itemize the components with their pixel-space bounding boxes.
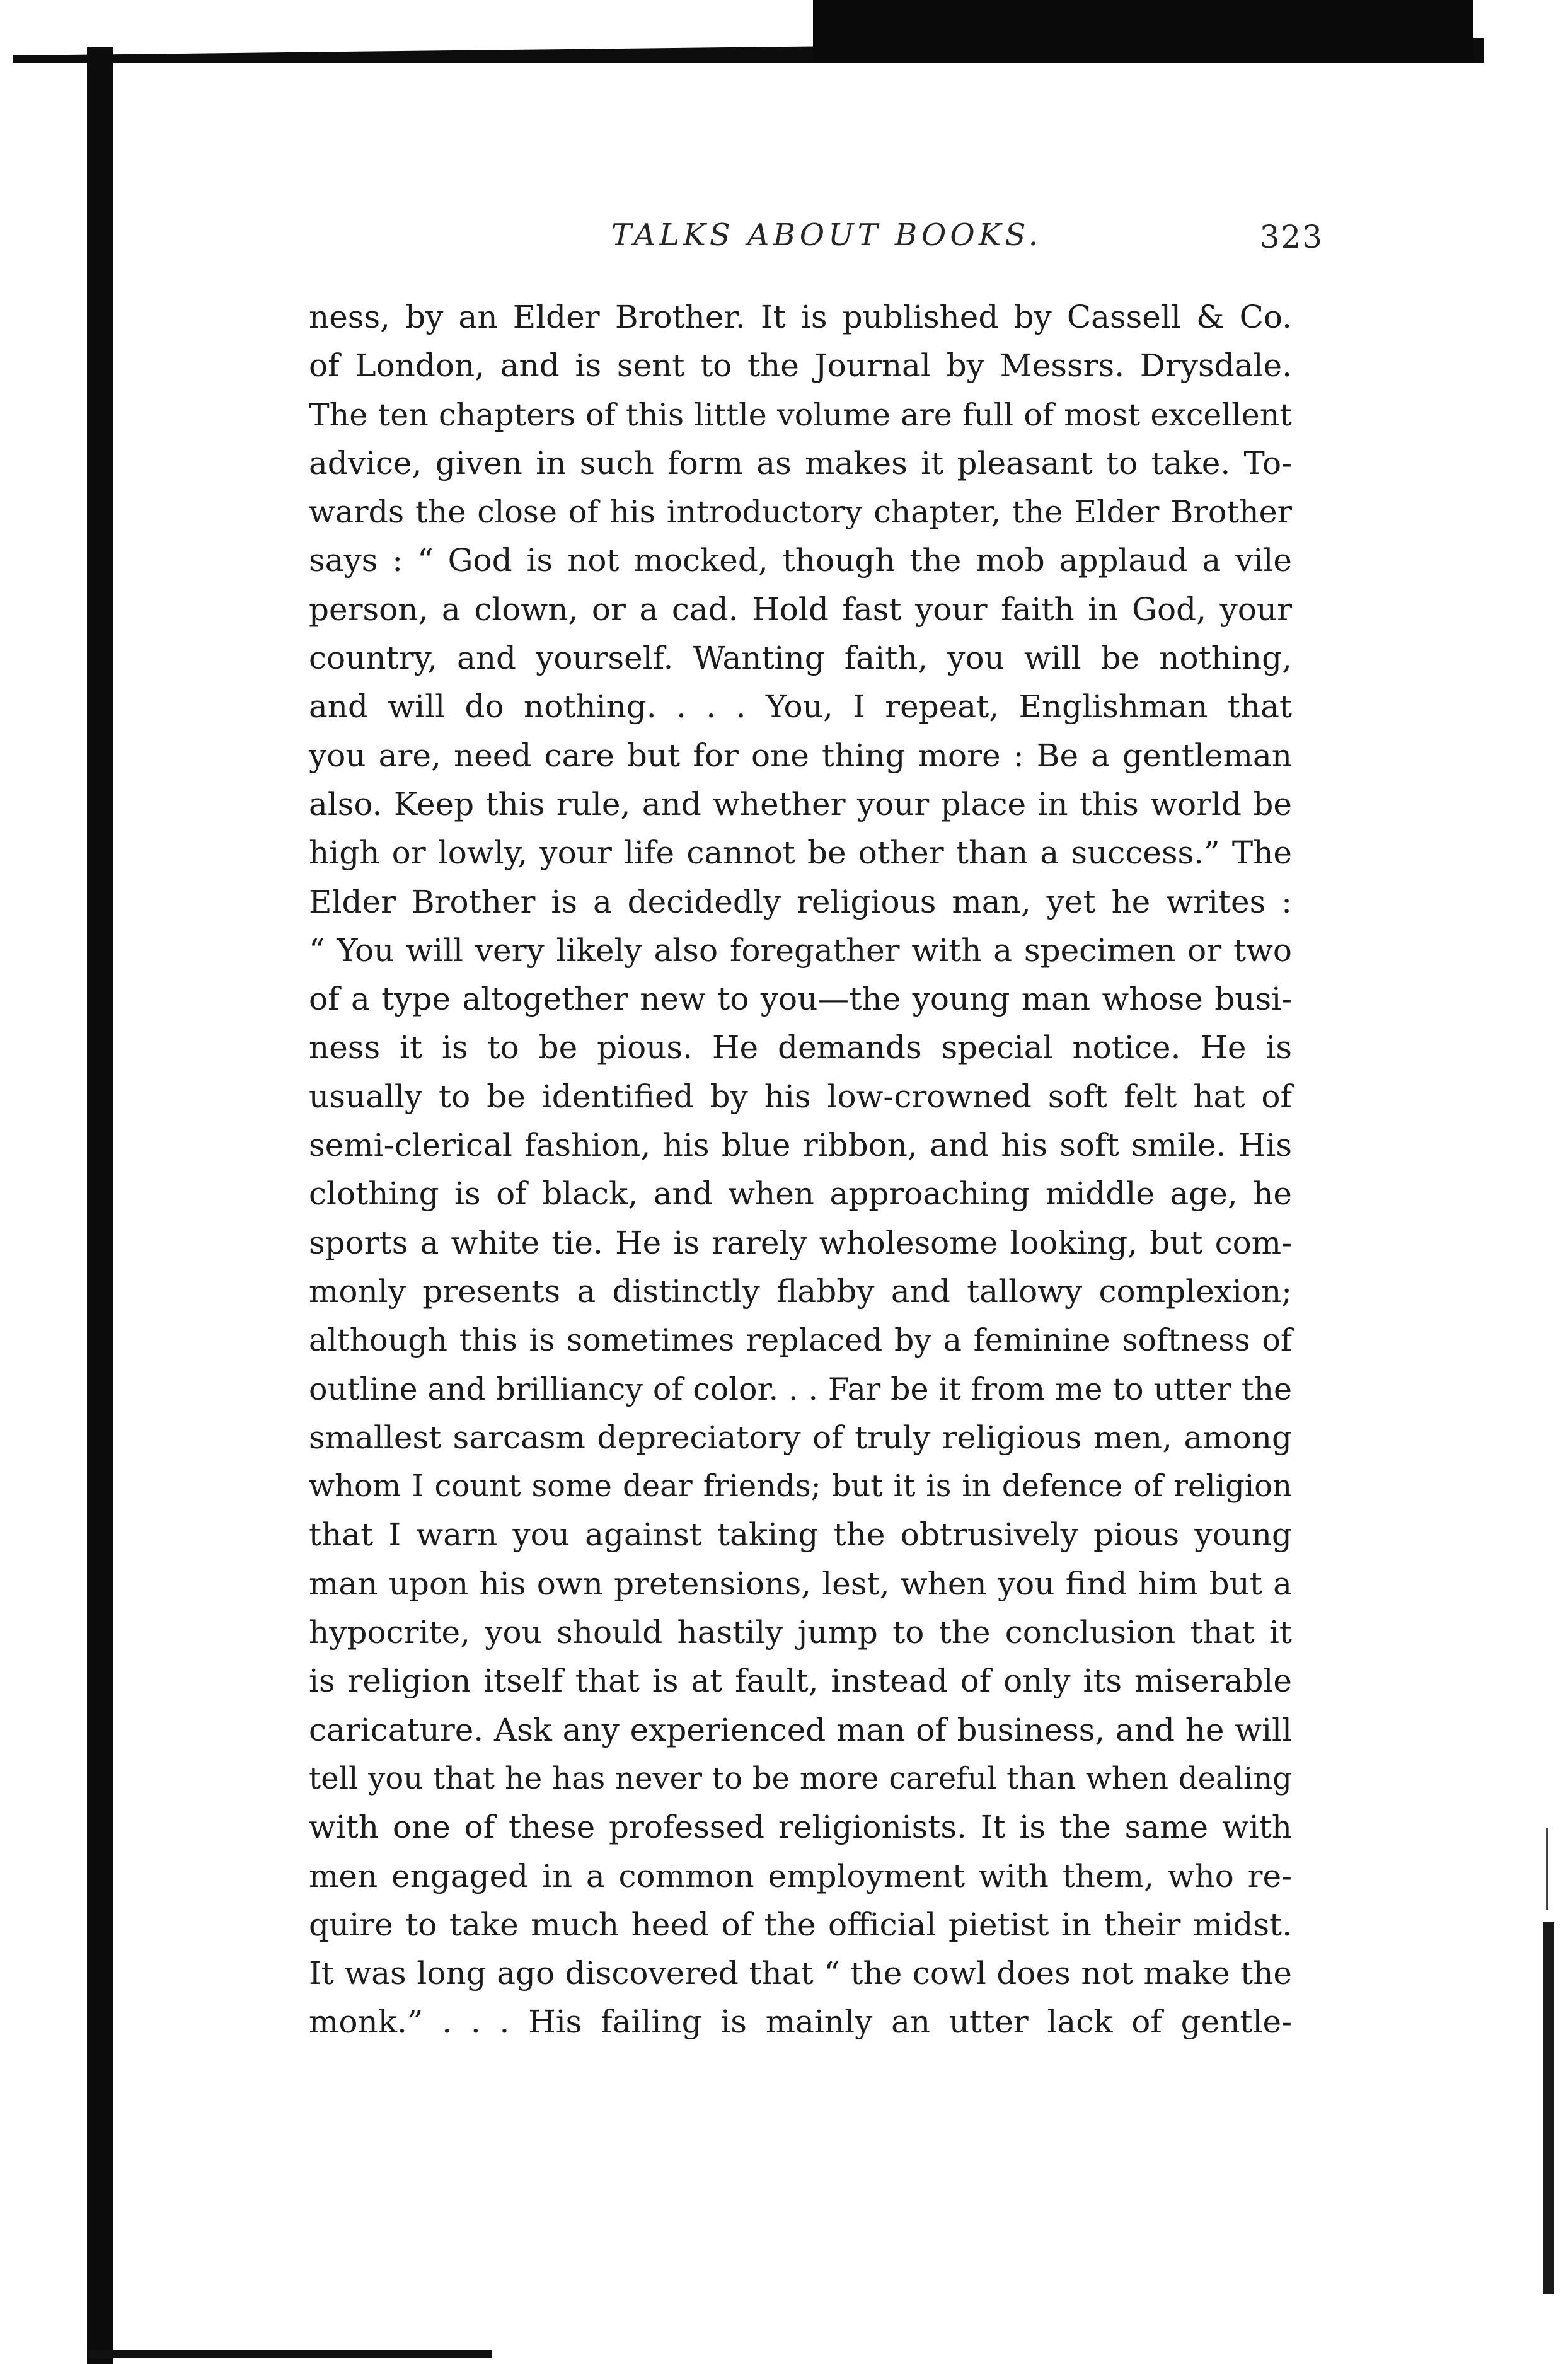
text-line: semi-clerical fashion, his blue ribbon, and his soft smile. His (309, 1127, 1292, 1164)
scan-bottom-border (88, 2350, 492, 2358)
text-line: clothing is of black, and when approaching middle age, he (309, 1175, 1292, 1213)
text-line: ness, by an Elder Brother. It is published by Cassell & Co. (309, 299, 1292, 335)
text-line: “ You will very likely also foregather with a specimen or two (309, 931, 1292, 969)
text-line: hypocrite, you should hastily jump to the conclusion that it (309, 1614, 1292, 1651)
text-line: caricature. Ask any experienced man of business, and he will (309, 1711, 1292, 1748)
body-text (309, 293, 1292, 2047)
text-line: wards the close of his introductory chapter, the Elder Brother (309, 494, 1292, 531)
scan-right-tick (1546, 1828, 1548, 1910)
text-line: monk.” . . . His failing is mainly an utter lack of gentle- (309, 2004, 1292, 2041)
scan-right-mark (1543, 1922, 1554, 2294)
text-line: although this is sometimes replaced by a feminine softness of (309, 1322, 1292, 1359)
text-line: person, a clown, or a cad. Hold fast your faith in God, your (309, 591, 1292, 628)
text-line: man upon his own pretensions, lest, when you find him but a (309, 1565, 1292, 1602)
text-line: smallest sarcasm depreciatory of truly religious men, among (309, 1419, 1292, 1456)
text-line: also. Keep this rule, and whether your place in this world be (309, 785, 1292, 822)
text-line: whom I count some dear friends; but it is in defence of religion (309, 1468, 1292, 1504)
text-line: outline and brilliancy of color. . . Far be it from me to utter the (309, 1371, 1292, 1407)
text-line: you are, need care but for one thing more : Be a gentleman (309, 737, 1292, 774)
text-line: with one of these professed religionists. It is the same with (309, 1809, 1292, 1846)
text-line: that I warn you against taking the obtrusively pious young (309, 1516, 1292, 1554)
scan-top-border-thick (813, 0, 1473, 60)
text-line: and will do nothing. . . . You, I repeat, Englishman that (309, 688, 1292, 725)
text-line: The ten chapters of this little volume are full of most excellent (309, 396, 1292, 433)
text-line: monly presents a distinctly flabby and tallowy complexion; (309, 1272, 1292, 1310)
text-line: quire to take much heed of the official pietist in their midst. (309, 1906, 1292, 1943)
text-line: tell you that he has never to be more careful than when dealing (309, 1760, 1292, 1796)
text-line: of a type altogether new to you—the young man whose busi- (309, 981, 1292, 1018)
text-line: says : “ God is not mocked, though the mob applaud a vile (309, 542, 1292, 579)
text-line: sports a white tie. He is rarely wholesome looking, but com- (309, 1224, 1292, 1261)
scan-left-border (87, 47, 113, 2364)
text-line: men engaged in a common employment with them, who re- (309, 1857, 1292, 1894)
text-line: advice, given in such form as makes it pleasant to take. To- (309, 444, 1292, 481)
page-number: 323 (1259, 219, 1323, 255)
text-line: It was long ago discovered that “ the cowl does not make the (309, 1955, 1292, 1992)
text-line: Elder Brother is a decidedly religious man, yet he writes : (309, 883, 1292, 920)
text-line: of London, and is sent to the Journal by Messrs. Drysdale. (309, 347, 1292, 384)
running-title: TALKS ABOUT BOOKS. (611, 217, 1042, 253)
text-line: high or lowly, your life cannot be other than a success.” The (309, 834, 1292, 872)
text-line: is religion itself that is at fault, instead of only its miserable (309, 1663, 1292, 1700)
text-line: usually to be identified by his low-crowned soft felt hat of (309, 1078, 1292, 1115)
text-line: country, and yourself. Wanting faith, you will be nothing, (309, 640, 1292, 677)
text-line: ness it is to be pious. He demands special notice. He is (309, 1029, 1292, 1066)
running-head (340, 217, 1323, 268)
